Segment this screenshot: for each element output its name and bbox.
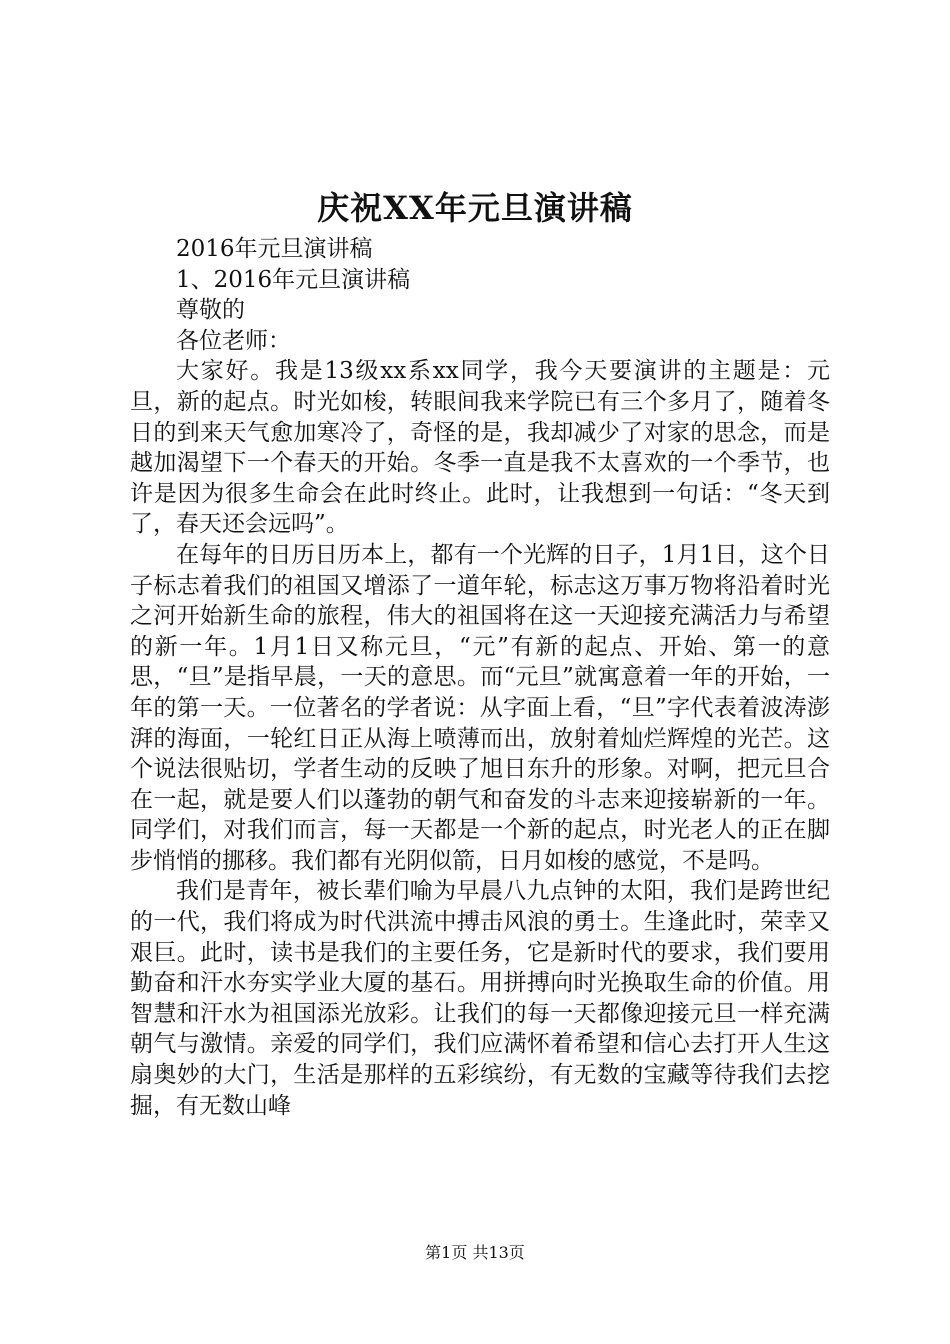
paragraph: 大家好。我是13级xx系xx同学，我今天要演讲的主题是：元旦，新的起点。时光如梭，转眼间我来学院已有三个多月了，随着冬日的到来天气愈加寒冷了，奇怪的是，我却减少了对家的思念，而是越加渴望下一个春天的开始。冬季一直是我不太喜欢的一个季节，也许是因为很多生命会在此时终止。此时，让我想到一句话：“冬天到了，春天还会远吗”。 xyxy=(130,358,830,538)
intro-line: 1、2016年元旦演讲稿 xyxy=(176,266,411,293)
paragraph: 在每年的日历日历本上，都有一个光辉的日子，1月1日，这个日子标志着我们的祖国又增添了一道年轮，标志这万事万物将沿着时光之河开始新生命的旅程，伟大的祖国将在这一天迎接充满活力与希望的新一年。1月1日又称元旦，“元”有新的起点、开始、第一的意思，“旦”是指早晨，一天的意思。而“元旦”就寓意着一年的开始，一年的第一天。一位著名的学者说：从字面上看，“旦”字代表着波涛澎湃的海面，一轮红日正从海上喷薄而出，放射着灿烂辉煌的光芒。这个说法很贴切，学者生动的反映了旭日东升的形象。对啊，把元旦合在一起，就是要人们以蓬勃的朝气和奋发的斗志来迎接崭新的一年。同学们，对我们而言，每一天都是一个新的起点，时光老人的正在脚步悄悄的挪移。我们都有光阴似箭，日月如梭的感觉，不是吗。 xyxy=(130,541,830,874)
document-title: 庆祝XX年元旦演讲稿 xyxy=(317,189,633,227)
intro-line: 尊敬的 xyxy=(176,297,245,324)
intro-line: 2016年元旦演讲稿 xyxy=(176,236,373,262)
document-body xyxy=(130,234,830,1121)
intro-line: 各位老师： xyxy=(176,327,291,354)
paragraph: 我们是青年，被长辈们喻为早晨八九点钟的太阳，我们是跨世纪的一代，我们将成为时代洪流中搏击风浪的勇士。生逢此时，荣幸又艰巨。此时，读书是我们的主要任务，它是新时代的要求，我们要用勤奋和汗水夯实学业大厦的基石。用拼搏向时光换取生命的价值。用智慧和汗水为祖国添光放彩。让我们的每一天都像迎接元旦一样充满朝气与激情。亲爱的同学们，我们应满怀着希望和信心去打开人生这扇奥妙的大门，生活是那样的五彩缤纷，有无数的宝藏等待我们去挖掘，有无数山峰 xyxy=(130,878,830,1119)
page-footer: 第1页 共13页 xyxy=(425,1243,525,1262)
